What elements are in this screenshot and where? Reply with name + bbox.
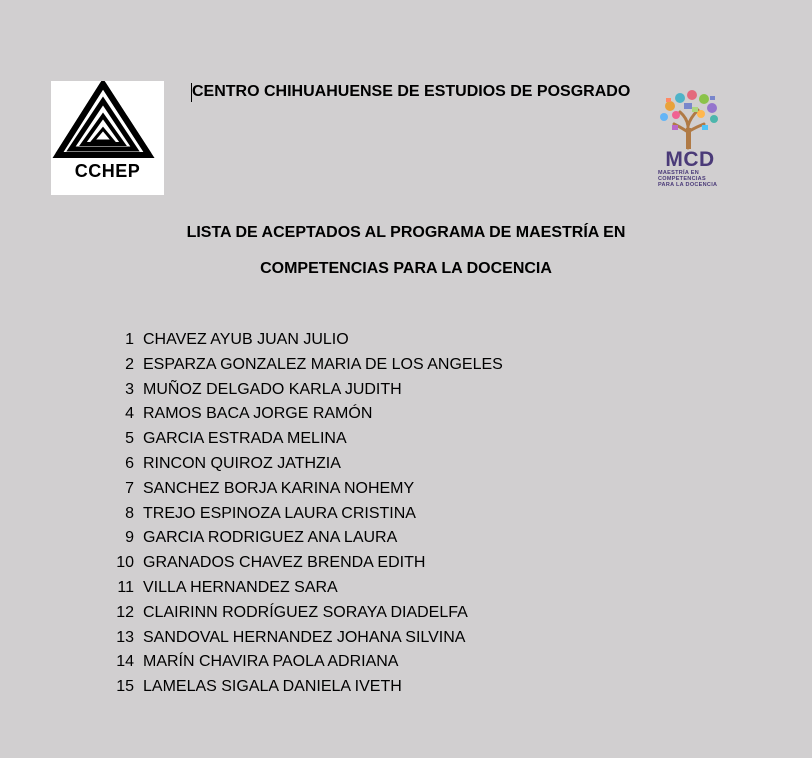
list-item-number: 15 (116, 678, 134, 696)
list-item (110, 651, 503, 676)
mcd-logo-subtitle-2: COMPETENCIAS (658, 176, 706, 182)
list-item-name: RINCON QUIROZ JATHZIA (143, 454, 341, 472)
list-item (110, 329, 503, 354)
list-item-number: 7 (125, 479, 134, 497)
list-item-number: 4 (125, 405, 134, 423)
list-item-name: CLAIRINN RODRÍGUEZ SORAYA DIADELFA (143, 603, 468, 621)
list-item-name: SANDOVAL HERNANDEZ JOHANA SILVINA (143, 628, 466, 646)
list-item-number: 10 (116, 554, 134, 572)
list-item-number: 11 (117, 578, 134, 596)
list-item (110, 527, 503, 552)
accepted-list (110, 329, 503, 701)
list-item-number: 6 (125, 454, 134, 472)
list-item-number: 9 (125, 529, 134, 547)
list-item-number: 14 (116, 653, 134, 671)
list-item-number: 1 (125, 331, 134, 348)
list-item (110, 503, 503, 528)
list-item-name: GARCIA ESTRADA MELINA (143, 430, 347, 448)
list-item-name: GRANADOS CHAVEZ BRENDA EDITH (143, 554, 426, 572)
list-item-name: MARÍN CHAVIRA PAOLA ADRIANA (143, 653, 399, 671)
tree-logo-icon (652, 88, 728, 150)
list-item (110, 552, 503, 577)
mcd-logo (652, 88, 728, 192)
list-item-number: 8 (125, 504, 134, 522)
list-item (110, 403, 503, 428)
list-item (110, 453, 503, 478)
list-item-name: TREJO ESPINOZA LAURA CRISTINA (143, 504, 416, 522)
list-item-number: 13 (116, 628, 134, 646)
mcd-logo-label: MCD (665, 148, 715, 171)
list-item (110, 428, 503, 453)
list-item-number: 3 (125, 380, 134, 398)
institution-title: CENTRO CHIHUAHUENSE DE ESTUDIOS DE POSGRADO (192, 83, 631, 100)
list-item (110, 379, 503, 404)
list-item-name: LAMELAS SIGALA DANIELA IVETH (143, 678, 402, 696)
list-item (110, 354, 503, 379)
list-item (110, 577, 503, 602)
document-title-line-2: COMPETENCIAS PARA LA DOCENCIA (260, 260, 552, 277)
list-item-name: RAMOS BACA JORGE RAMÓN (143, 405, 373, 423)
list-item (110, 602, 503, 627)
list-item-name: GARCIA RODRIGUEZ ANA LAURA (143, 529, 398, 547)
list-item (110, 676, 503, 701)
mcd-logo-subtitle-1: MAESTRÍA EN (658, 170, 699, 176)
document-title-line-1: LISTA DE ACEPTADOS AL PROGRAMA DE MAESTRÍA EN (186, 224, 626, 241)
mcd-logo-subtitle-3: PARA LA DOCENCIA (658, 182, 718, 188)
list-item (110, 478, 503, 503)
list-item (110, 627, 503, 652)
list-item-number: 5 (125, 430, 134, 448)
list-item-name: VILLA HERNANDEZ SARA (143, 578, 338, 596)
cchep-logo (51, 81, 164, 195)
list-item-name: MUÑOZ DELGADO KARLA JUDITH (143, 380, 402, 398)
list-item-name: ESPARZA GONZALEZ MARIA DE LOS ANGELES (143, 355, 503, 373)
list-item-number: 12 (116, 603, 134, 621)
list-item-name: SANCHEZ BORJA KARINA NOHEMY (143, 479, 415, 497)
list-item-number: 2 (125, 355, 134, 373)
cchep-logo-label: CCHEP (74, 161, 141, 181)
list-item-name: CHAVEZ AYUB JUAN JULIO (143, 331, 349, 348)
